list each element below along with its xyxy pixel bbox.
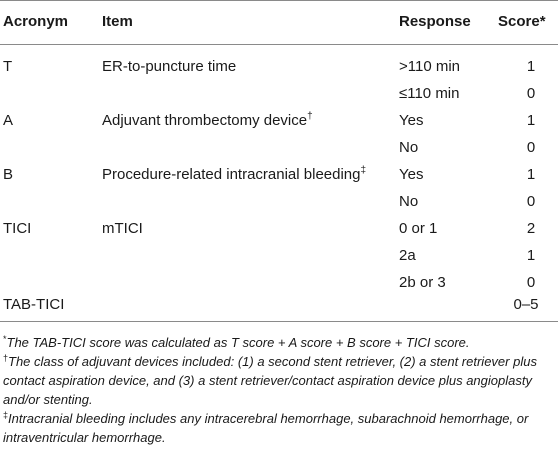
- row-4-item-text: Procedure-related intracranial bleeding: [102, 166, 361, 183]
- row-6-item: [102, 220, 143, 238]
- row-4-item: [102, 166, 366, 184]
- row-6-score: 2: [526, 220, 536, 237]
- row-0-item-text: ER-to-puncture time: [102, 58, 237, 75]
- footnote-dagger: [3, 352, 555, 409]
- row-8-response: 2b or 3: [399, 274, 446, 291]
- dagger-footnote-mark: †: [307, 111, 313, 122]
- row-7-response: 2a: [399, 247, 416, 264]
- row-4-response: Yes: [399, 166, 424, 183]
- row-5-score: 0: [526, 193, 536, 210]
- row-3-score: 0: [526, 139, 536, 156]
- header-response: Response: [399, 13, 471, 30]
- row-6-response: 0 or 1: [399, 220, 438, 237]
- row-6-acronym: TICI: [3, 220, 32, 237]
- row-0-score: 1: [526, 58, 536, 75]
- row-0-item: [102, 58, 236, 76]
- row-0-response: >110 min: [399, 58, 461, 75]
- row-4-acronym: B: [3, 166, 14, 183]
- row-9-acronym: TAB-TICI: [3, 296, 65, 313]
- row-0-acronym: T: [3, 58, 13, 75]
- header-divider-rule: [0, 44, 558, 45]
- footnote-star-mark: *: [3, 334, 7, 344]
- row-3-response: No: [399, 139, 419, 156]
- header-score: Score*: [498, 13, 546, 30]
- footnote-dagger-text: The class of adjuvant devices included: (1) a second stent retriever, (2) a stent retriever plus contact aspiration device, and (3) a stent retriever/contact aspiration device plus angioplasty and/or stenting.: [3, 354, 537, 407]
- header-item: Item: [102, 13, 133, 30]
- row-2-item-text: Adjuvant thrombectomy device: [102, 112, 308, 129]
- row-9-score: 0–5: [513, 296, 539, 313]
- row-1-response: ≤110 min: [399, 85, 460, 102]
- header-acronym: Acronym: [3, 13, 69, 30]
- double-dagger-footnote-mark: ‡: [360, 165, 367, 176]
- footnote-double-dagger-text: Intracranial bleeding includes any intracerebral hemorrhage, subarachnoid hemorrhage, or intraventricular hemorrhage.: [3, 411, 529, 445]
- row-1-score: 0: [526, 85, 536, 102]
- footnote-star: [3, 333, 555, 352]
- table-top-rule: [0, 0, 558, 1]
- row-2-response: Yes: [399, 112, 424, 129]
- table-footnotes: [3, 333, 555, 447]
- row-2-score: 1: [526, 112, 536, 129]
- row-4-score: 1: [526, 166, 536, 183]
- row-8-score: 0: [526, 274, 536, 291]
- table-bottom-rule: [0, 321, 558, 322]
- row-6-item-text: mTICI: [102, 220, 143, 237]
- footnote-double-dagger: [3, 409, 555, 447]
- footnote-double-dagger-mark: ‡: [3, 410, 9, 420]
- row-5-response: No: [399, 193, 419, 210]
- row-7-score: 1: [526, 247, 536, 264]
- footnote-star-text: The TAB-TICI score was calculated as T score + A score + B score + TICI score.: [6, 335, 470, 350]
- row-2-item: [102, 112, 313, 130]
- row-2-acronym: A: [3, 112, 14, 129]
- footnote-dagger-mark: †: [3, 353, 9, 363]
